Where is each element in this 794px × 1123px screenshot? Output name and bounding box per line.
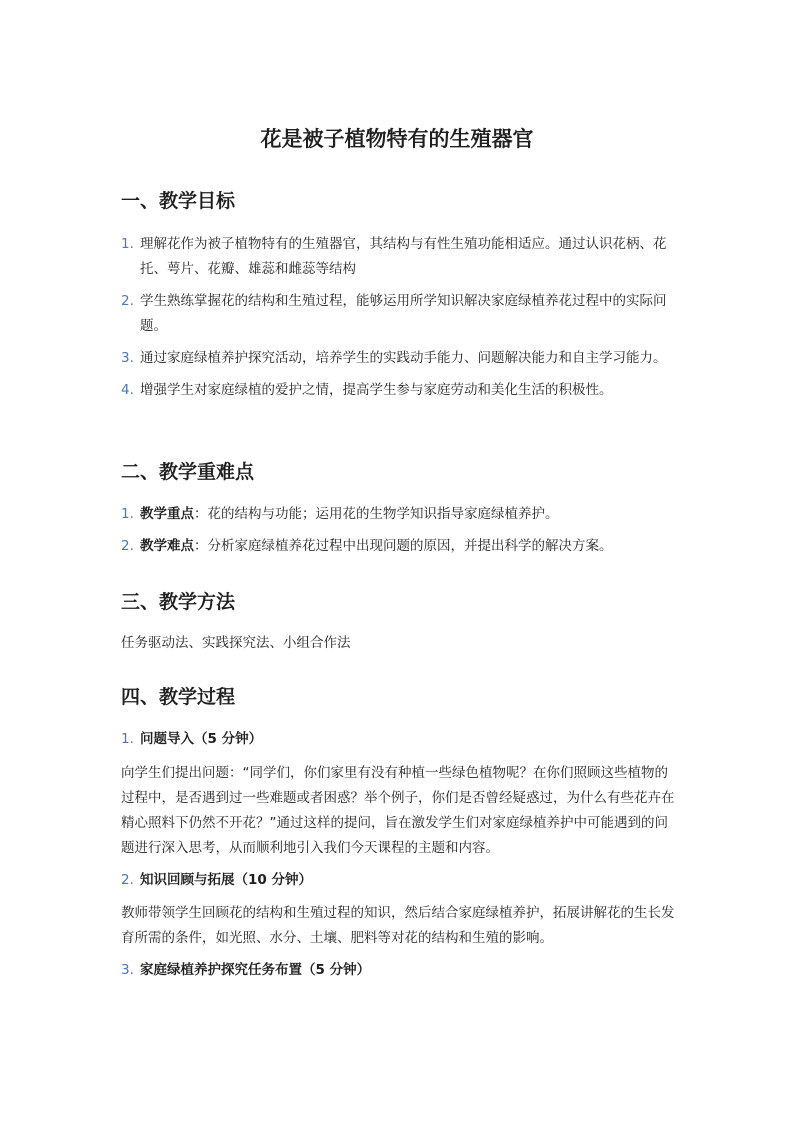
step-label: 知识回顾与拓展（10 分钟） (140, 872, 312, 888)
process-step-title (121, 727, 700, 752)
keypoints-heading: 二、教学重难点 (121, 461, 255, 483)
process-heading: 四、教学过程 (121, 686, 236, 708)
process-step-text: 向学生们提出问题：“同学们，你们家里有没有种植一些绿色植物呢？在你们照顾这些植物的过程中，是否遇到过一些难题或者困惑？举个例子，你们是否曾经疑惑过，为什么有些花卉在精心照料下仍然不开花？”通过这样的提问，旨在激发学生们对家庭绿植养护中可能遇到的问题进行深入思考，从而顺利地引入我们今天课程的主题和内容。 (121, 765, 675, 856)
list-number: 3. (121, 350, 134, 366)
process-step-title (121, 958, 700, 983)
list-text: 理解花作为被子植物特有的生殖器官，其结构与有性生殖功能相适应。通过认识花柄、花托、萼片、花瓣、雄蕊和雌蕊等结构 (140, 236, 667, 277)
list-text: 增强学生对家庭绿植的爱护之情，提高学生参与家庭劳动和美化生活的积极性。 (140, 382, 613, 398)
list-text: 分析家庭绿植养花过程中出现问题的原因，并提出科学的解决方案。 (207, 538, 613, 554)
list-item (121, 534, 681, 559)
document-title: 花是被子植物特有的生殖器官 (260, 127, 534, 151)
label-separator: ： (194, 506, 208, 522)
list-number: 2. (121, 293, 134, 309)
difficulty-label: 教学难点 (140, 538, 194, 554)
list-text: 学生熟练掌握花的结构和生殖过程，能够运用所学知识解决家庭绿植养花过程中的实际问题。 (140, 293, 667, 334)
list-text: 通过家庭绿植养护探究活动，培养学生的实践动手能力、问题解决能力和自主学习能力。 (140, 350, 667, 366)
methods-heading: 三、教学方法 (121, 591, 236, 613)
step-label: 问题导入（5 分钟） (140, 731, 263, 747)
list-item (121, 346, 681, 371)
list-item (121, 502, 681, 527)
list-number: 2. (121, 538, 134, 554)
list-item (121, 378, 681, 403)
step-number: 2. (121, 872, 134, 888)
process-step-text: 教师带领学生回顾花的结构和生殖过程的知识，然后结合家庭绿植养护，拓展讲解花的生长发育所需的条件，如光照、水分、土壤、肥料等对花的结构和生殖的影响。 (121, 905, 675, 946)
process-step-title (121, 868, 700, 893)
list-item (121, 289, 681, 339)
list-number: 1. (121, 236, 134, 252)
step-number: 1. (121, 731, 134, 747)
methods-text: 任务驱动法、实践探究法、小组合作法 (121, 635, 351, 651)
goals-heading: 一、教学目标 (121, 190, 236, 212)
list-number: 1. (121, 506, 134, 522)
keypoint-label: 教学重点 (140, 506, 194, 522)
step-label: 家庭绿植养护探究任务布置（5 分钟） (140, 962, 371, 978)
goals-list (121, 232, 681, 403)
list-number: 4. (121, 382, 134, 398)
label-separator: ： (194, 538, 208, 554)
list-text: 花的结构与功能；运用花的生物学知识指导家庭绿植养护。 (207, 506, 559, 522)
list-item (121, 232, 681, 282)
keypoints-list (121, 502, 681, 559)
step-number: 3. (121, 962, 134, 978)
